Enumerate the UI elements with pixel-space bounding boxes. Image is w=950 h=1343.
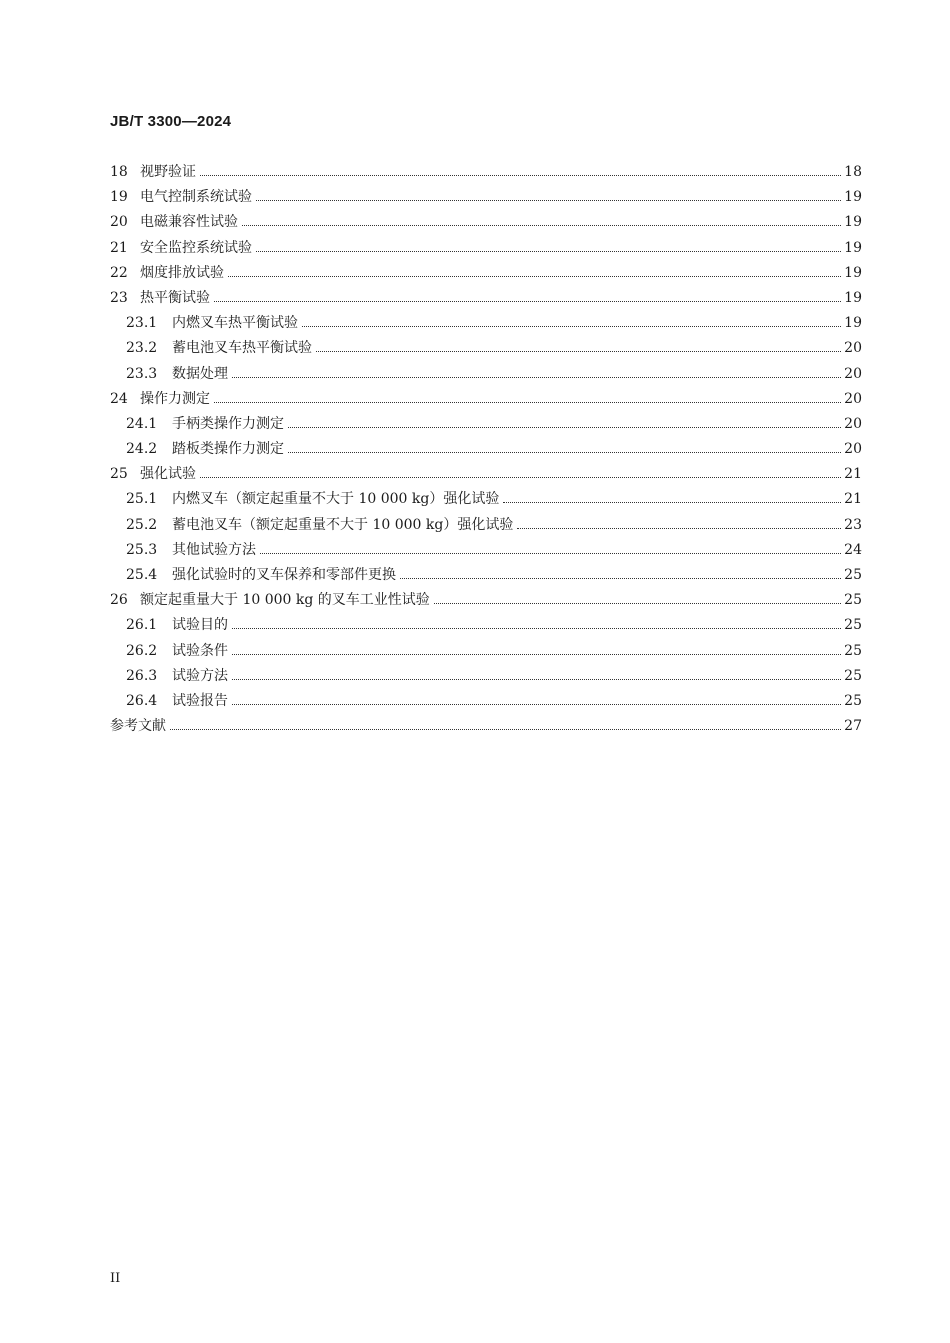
toc-entry-title: 蓄电池叉车热平衡试验 — [172, 340, 312, 357]
toc-entry-title: 试验目的 — [172, 617, 228, 634]
toc-dot-leader — [260, 552, 841, 554]
toc-dot-leader — [232, 376, 841, 378]
toc-entry-number: 25.2 — [126, 516, 158, 533]
toc-entry-page: 19 — [844, 264, 862, 281]
toc-entry-title: 参考文献 — [110, 718, 166, 735]
toc-dot-leader — [503, 501, 841, 503]
toc-entry[interactable] — [110, 160, 862, 185]
toc-entry-number: 26.2 — [126, 642, 158, 659]
toc-dot-leader — [232, 678, 841, 680]
toc-entry[interactable] — [110, 462, 862, 487]
toc-entry[interactable] — [110, 613, 862, 638]
toc-entry-page: 25 — [844, 567, 862, 583]
toc-entry-title: 烟度排放试验 — [140, 264, 224, 281]
toc-entry-title: 试验方法 — [172, 667, 228, 684]
toc-entry-number: 25.4 — [126, 567, 158, 583]
toc-entry-title: 电磁兼容性试验 — [140, 214, 238, 231]
toc-entry[interactable] — [110, 437, 862, 462]
toc-entry[interactable] — [110, 412, 862, 437]
toc-entry-page: 23 — [844, 516, 862, 533]
toc-entry-page: 19 — [844, 189, 862, 206]
toc-dot-leader — [302, 325, 841, 327]
toc-entry-page: 27 — [844, 718, 862, 735]
toc-entry-number: 20 — [110, 214, 128, 231]
table-of-contents — [110, 160, 862, 739]
toc-entry-number: 23 — [110, 289, 128, 306]
toc-entry-number: 26.4 — [126, 692, 158, 709]
toc-entry-title: 手柄类操作力测定 — [172, 415, 284, 432]
toc-entry-number: 23.2 — [126, 340, 158, 357]
toc-entry-title: 强化试验时的叉车保养和零部件更换 — [172, 567, 396, 583]
toc-dot-leader — [170, 728, 841, 730]
toc-entry-title: 试验报告 — [172, 692, 228, 709]
toc-entry-page: 25 — [844, 667, 862, 684]
toc-entry-page: 19 — [844, 239, 862, 256]
toc-dot-leader — [214, 300, 841, 302]
toc-dot-leader — [288, 426, 841, 428]
toc-entry-title: 内燃叉车（额定起重量不大于 10 000 kg）强化试验 — [172, 491, 500, 508]
toc-entry-page: 21 — [844, 491, 862, 508]
toc-entry-title: 视野验证 — [140, 164, 196, 180]
toc-entry-number: 26.3 — [126, 667, 158, 684]
toc-entry-title: 电气控制系统试验 — [140, 189, 252, 206]
toc-dot-leader — [256, 250, 841, 252]
toc-entry-title: 踏板类操作力测定 — [172, 441, 284, 458]
toc-dot-leader — [517, 527, 841, 529]
toc-entry-page: 25 — [844, 642, 862, 659]
toc-entry-page: 20 — [844, 340, 862, 357]
toc-entry-page: 20 — [844, 390, 862, 407]
toc-entry-number: 26 — [110, 592, 128, 609]
toc-entry-page: 19 — [844, 315, 862, 332]
toc-entry[interactable] — [110, 563, 862, 588]
toc-entry-number: 22 — [110, 264, 128, 281]
toc-dot-leader — [400, 577, 841, 579]
toc-entry-title: 额定起重量大于 10 000 kg 的叉车工业性试验 — [140, 592, 430, 609]
toc-entry-number: 23.1 — [126, 315, 158, 332]
toc-entry-page: 20 — [844, 365, 862, 382]
toc-entry[interactable] — [110, 311, 862, 336]
toc-entry-number: 23.3 — [126, 365, 158, 382]
toc-entry-number: 21 — [110, 239, 128, 256]
toc-entry-number: 25 — [110, 466, 128, 483]
toc-entry[interactable] — [110, 236, 862, 261]
toc-dot-leader — [228, 275, 841, 277]
toc-dot-leader — [288, 451, 841, 453]
toc-entry-number: 24.2 — [126, 441, 158, 458]
toc-entry-number: 19 — [110, 189, 128, 206]
toc-entry[interactable] — [110, 538, 862, 563]
toc-entry-number: 24.1 — [126, 415, 158, 432]
toc-entry[interactable] — [110, 513, 862, 538]
toc-entry[interactable] — [110, 588, 862, 613]
toc-entry-page: 25 — [844, 692, 862, 709]
toc-entry-page: 19 — [844, 214, 862, 231]
toc-entry[interactable] — [110, 714, 862, 739]
toc-entry-title: 其他试验方法 — [172, 541, 256, 558]
toc-dot-leader — [242, 224, 841, 226]
toc-entry[interactable] — [110, 639, 862, 664]
toc-entry[interactable] — [110, 362, 862, 387]
toc-entry[interactable] — [110, 689, 862, 714]
toc-entry-title: 试验条件 — [172, 642, 228, 659]
toc-entry[interactable] — [110, 387, 862, 412]
toc-entry-page: 20 — [844, 415, 862, 432]
toc-dot-leader — [214, 401, 841, 403]
standard-number-header: JB/T 3300—2024 — [110, 113, 232, 130]
toc-entry-page: 21 — [844, 466, 862, 483]
page-number: II — [110, 1271, 121, 1286]
toc-entry-title: 内燃叉车热平衡试验 — [172, 315, 298, 332]
toc-entry[interactable] — [110, 261, 862, 286]
toc-dot-leader — [200, 174, 841, 176]
toc-entry-title: 数据处理 — [172, 365, 228, 382]
toc-entry-title: 强化试验 — [140, 466, 196, 483]
toc-dot-leader — [232, 653, 841, 655]
toc-entry[interactable] — [110, 286, 862, 311]
toc-entry-number: 25.1 — [126, 491, 158, 508]
toc-entry-page: 18 — [844, 164, 862, 180]
toc-entry[interactable] — [110, 336, 862, 361]
toc-entry-number: 18 — [110, 164, 128, 180]
toc-entry[interactable] — [110, 664, 862, 689]
toc-entry[interactable] — [110, 210, 862, 235]
toc-entry-title: 热平衡试验 — [140, 289, 210, 306]
toc-dot-leader — [434, 602, 841, 604]
toc-dot-leader — [232, 703, 841, 705]
toc-dot-leader — [200, 476, 841, 478]
toc-entry[interactable] — [110, 487, 862, 512]
toc-entry-title: 蓄电池叉车（额定起重量不大于 10 000 kg）强化试验 — [172, 516, 514, 533]
toc-dot-leader — [232, 627, 841, 629]
toc-entry-page: 20 — [844, 441, 862, 458]
toc-dot-leader — [316, 350, 841, 352]
toc-entry-page: 25 — [844, 592, 862, 609]
toc-entry-title: 安全监控系统试验 — [140, 239, 252, 256]
toc-entry-page: 24 — [844, 541, 862, 558]
toc-entry-page: 25 — [844, 617, 862, 634]
toc-entry[interactable] — [110, 185, 862, 210]
toc-entry-number: 25.3 — [126, 541, 158, 558]
toc-dot-leader — [256, 199, 841, 201]
toc-entry-page: 19 — [844, 289, 862, 306]
toc-entry-number: 26.1 — [126, 617, 158, 634]
toc-entry-number: 24 — [110, 390, 128, 407]
toc-entry-title: 操作力测定 — [140, 390, 210, 407]
